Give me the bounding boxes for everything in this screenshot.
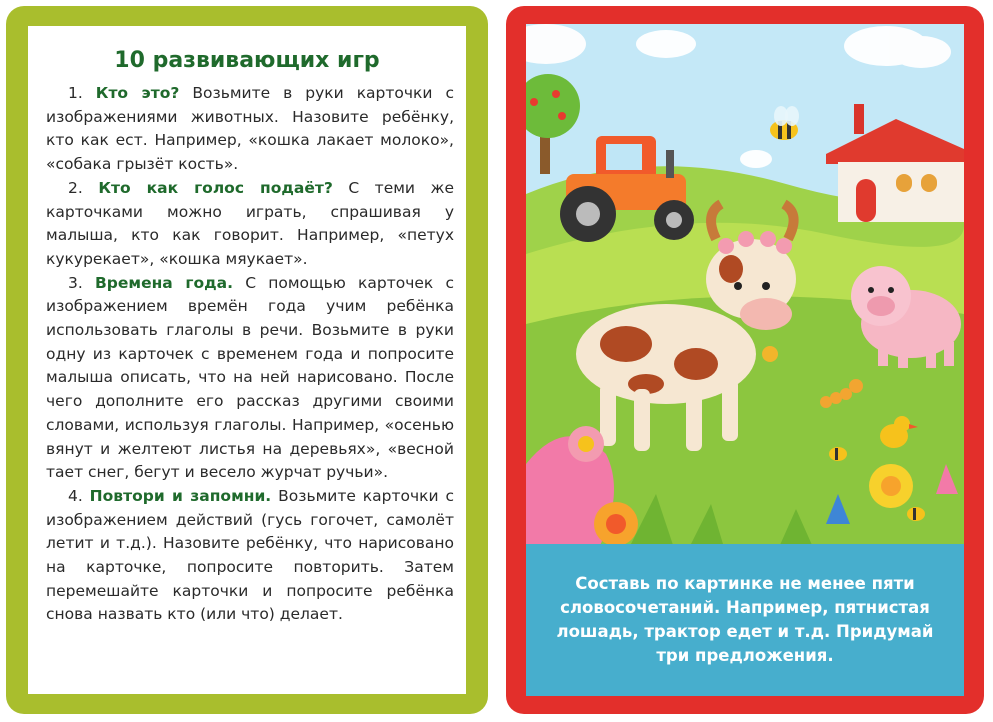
game-item bbox=[46, 272, 454, 485]
game-heading: Кто как голос подаёт? bbox=[98, 178, 333, 197]
game-heading: Повтори и запомни. bbox=[89, 486, 272, 505]
game-text: С помощью карточек с изображением времён года учим ребёнка использовать глаголы в речи. Возьмите в руки одну из карточек с временем года и попросите малыша описать, что на ней нарисовано. После чего дополните его рассказ другими своими словами, используя глаголы. Например, «осенью вянут и желтеют листья на деревьях», «весной тает снег, бегут и весело журчат ручьи». bbox=[46, 273, 454, 482]
game-item bbox=[46, 177, 454, 272]
game-number: 1. bbox=[68, 84, 96, 102]
games-card bbox=[6, 6, 488, 714]
bee-icon bbox=[907, 507, 925, 521]
farm-illustration bbox=[526, 24, 964, 554]
games-list bbox=[46, 82, 454, 627]
bee-icon bbox=[829, 447, 847, 461]
game-text: Возьмите в руки карточки с изображениями животных. Назовите ребёнку, кто как ест. Например, «кошка лакает молоко», «собака грызёт кость». bbox=[46, 84, 455, 174]
game-item bbox=[46, 485, 454, 627]
game-text: Возьмите карточки с изображением действий (гусь гогочет, самолёт летит и т.д.). Назовите ребёнку, что нарисовано на карточке, попросите повторить. Затем перемешайте карточки и попросите ребёнка снова назвать кто (или что) делает. bbox=[46, 486, 455, 624]
game-number: 3. bbox=[68, 273, 95, 292]
game-number: 2. bbox=[68, 178, 99, 197]
task-box bbox=[526, 544, 964, 696]
task-text: Составь по картинке не менее пяти словосочетаний. Например, пятнистая лошадь, трактор едет и т.д. Придумай три предложения. bbox=[556, 574, 934, 665]
card-title: 10 развивающих игр bbox=[114, 48, 380, 73]
game-item bbox=[46, 82, 454, 177]
picture-card bbox=[506, 6, 984, 714]
games-card-content bbox=[28, 26, 466, 694]
game-text: С теми же карточками можно играть, спрашивая у малыша, кто как говорит. Например, «петух кукурекает», «кошка мяукает». bbox=[46, 178, 455, 268]
game-heading: Кто это? bbox=[95, 84, 180, 102]
flower-icon bbox=[594, 502, 638, 546]
game-number: 4. bbox=[68, 486, 90, 505]
picture-card-content bbox=[526, 24, 964, 696]
game-heading: Времена года. bbox=[94, 273, 234, 292]
flower-icon bbox=[869, 464, 913, 508]
